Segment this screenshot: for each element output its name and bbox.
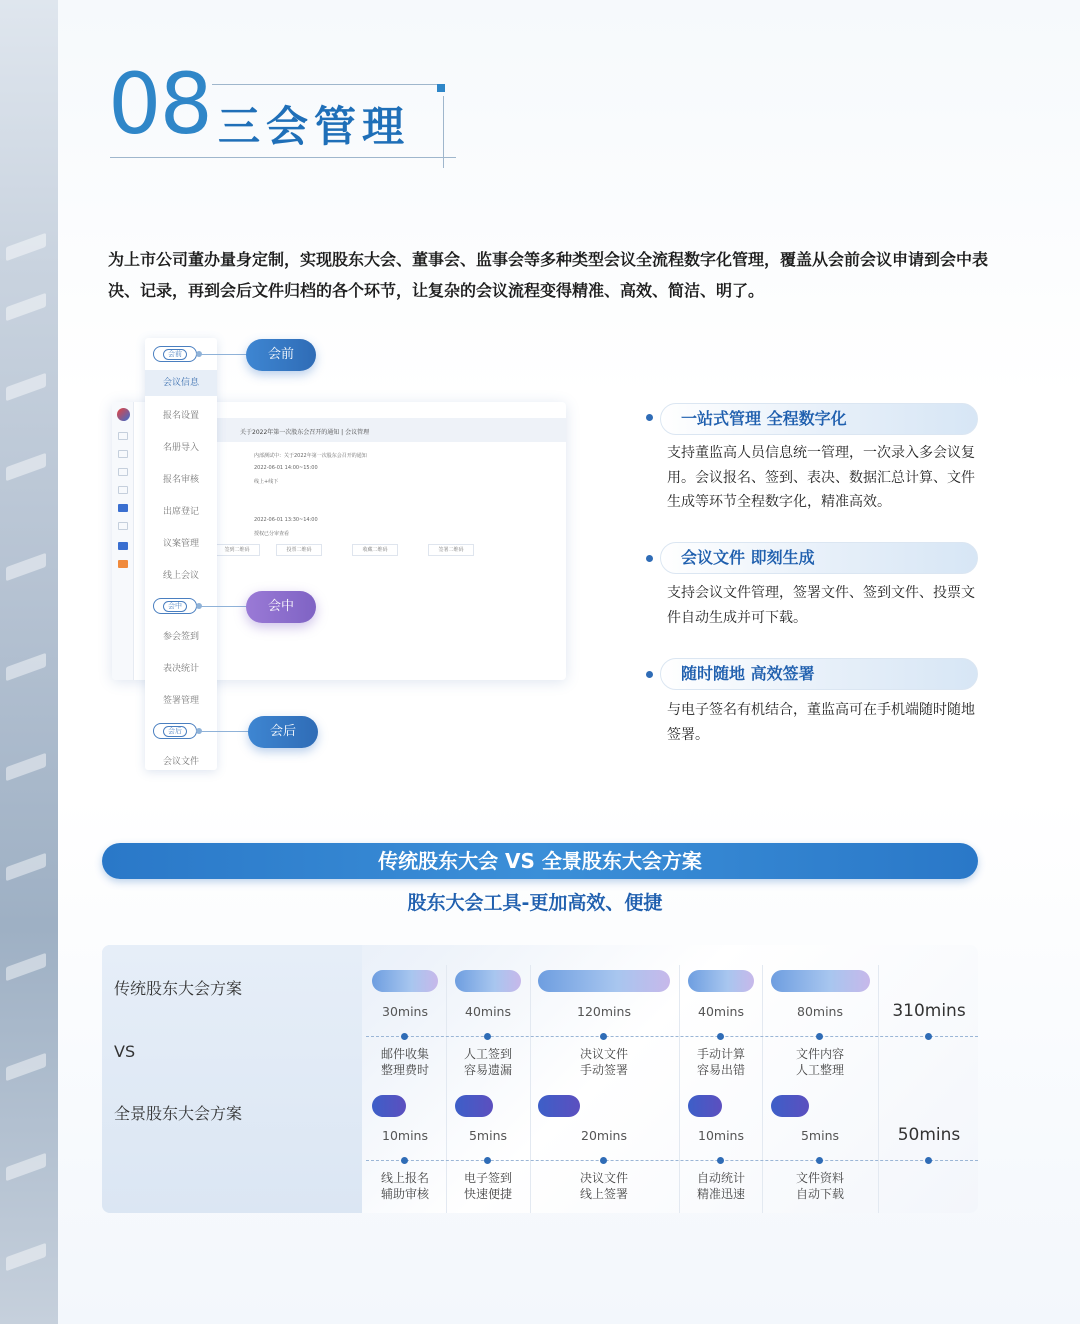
qr-button[interactable]: 收藏二维码 — [352, 544, 398, 556]
menu-item-meeting-info[interactable]: 会议信息 — [145, 370, 217, 396]
timeline-dot — [600, 1033, 607, 1040]
qr-button[interactable]: 签署二维码 — [428, 544, 474, 556]
timeline-dot — [484, 1157, 491, 1164]
rail-icon — [118, 504, 128, 512]
field-value: 线上+线下 — [254, 479, 279, 485]
column-separator — [530, 965, 531, 1213]
column-separator — [679, 965, 680, 1213]
step-description: 线上报名 辅助审核 — [380, 1171, 429, 1201]
duration-value: 40mins — [698, 1004, 744, 1019]
rail-icon — [118, 486, 128, 494]
step-description: 文件资料 自动下载 — [795, 1171, 844, 1201]
qr-button[interactable]: 签到二维码 — [214, 544, 260, 556]
connector-dot — [196, 603, 202, 609]
duration-bar-panorama — [688, 1095, 722, 1117]
field-value: 2022-06-01 13:30~14:00 — [254, 517, 318, 523]
total-traditional: 310mins — [892, 1001, 966, 1021]
connector-line — [199, 606, 247, 607]
stage-tag-before: 会前 — [153, 346, 197, 362]
bullet-dot — [646, 555, 653, 562]
connector-dot — [196, 728, 202, 734]
timeline-dot — [925, 1157, 932, 1164]
stage-button-after[interactable]: 会后 — [248, 716, 318, 748]
column-separator — [446, 965, 447, 1213]
field-value: 授权已分审查看 — [254, 531, 290, 537]
duration-bar-panorama — [372, 1095, 406, 1117]
label-panorama: 全景股东大会方案 — [114, 1104, 243, 1123]
menu-item[interactable]: 签署管理 — [162, 696, 199, 706]
step-description: 自动统计 精准迅速 — [696, 1171, 745, 1201]
step-description: 文件内容 人工整理 — [795, 1047, 844, 1077]
timeline-dashed-line — [366, 1036, 978, 1037]
label-traditional: 传统股东大会方案 — [114, 979, 243, 998]
duration-value: 80mins — [797, 1004, 843, 1019]
timeline-dot — [717, 1157, 724, 1164]
connector-line — [199, 731, 249, 732]
step-description: 手动计算 容易出错 — [696, 1047, 745, 1077]
duration-value: 5mins — [800, 1128, 840, 1143]
intro-paragraph: 为上市公司董办量身定制，实现股东大会、董事会、监事会等多种类型会议全流程数字化管理，覆盖从会前会议申请到会中表决、记录，再到会后文件归档的各个环节，让复杂的会议流程变得精准、高效、简洁、明了。 — [108, 250, 989, 300]
feature-title: 会议文件 即刻生成 — [660, 542, 978, 574]
left-photo-strip — [0, 0, 58, 1324]
duration-value: 5mins — [468, 1128, 508, 1143]
rail-icon — [118, 432, 128, 440]
menu-item[interactable]: 会议文件 — [162, 757, 199, 767]
section-title: 三会管理 — [218, 102, 411, 151]
menu-item[interactable]: 线上会议 — [162, 571, 199, 581]
duration-value: 120mins — [577, 1004, 631, 1019]
rail-icon — [118, 468, 128, 476]
step-description: 邮件收集 整理费时 — [380, 1047, 429, 1077]
duration-bar-traditional — [688, 970, 754, 992]
timeline-dashed-line — [366, 1160, 978, 1161]
menu-item[interactable]: 议案管理 — [162, 539, 199, 549]
app-logo-icon — [117, 408, 130, 421]
comparison-subtitle: 股东大会工具-更加高效、便捷 — [407, 892, 663, 914]
step-description: 人工签到 容易遗漏 — [463, 1047, 512, 1077]
rail-icon — [118, 560, 128, 568]
menu-item[interactable]: 名册导入 — [162, 443, 199, 453]
comparison-banner: 传统股东大会 VS 全景股东大会方案 — [102, 843, 978, 879]
feature-title: 随时随地 高效签署 — [660, 658, 978, 690]
duration-bar-traditional — [538, 970, 670, 992]
connector-line — [199, 354, 247, 355]
duration-value: 10mins — [382, 1128, 428, 1143]
duration-bar-panorama — [538, 1095, 580, 1117]
timeline-dot — [717, 1033, 724, 1040]
feature-body: 与电子签名有机结合，董监高可在手机端随时随地签署。 — [667, 702, 975, 743]
bullet-dot — [646, 671, 653, 678]
app-breadcrumb: 关于2022年第一次股东会召开的通知 | 会议管理 — [216, 418, 566, 442]
rail-icon — [118, 450, 128, 458]
timeline-dot — [816, 1157, 823, 1164]
timeline-dot — [600, 1157, 607, 1164]
connector-dot — [196, 351, 202, 357]
duration-bar-traditional — [372, 970, 438, 992]
column-separator — [762, 965, 763, 1213]
bullet-dot — [646, 414, 653, 421]
duration-value: 20mins — [581, 1128, 627, 1143]
label-vs: VS — [114, 1042, 136, 1061]
duration-bar-traditional — [771, 970, 870, 992]
duration-bar-panorama — [771, 1095, 809, 1117]
stage-button-during[interactable]: 会中 — [246, 591, 316, 623]
menu-item[interactable]: 出席登记 — [162, 507, 199, 517]
section-number: 08 — [108, 55, 211, 153]
menu-item[interactable]: 表决统计 — [162, 664, 199, 674]
field-value: 内部测试中：关于2022年第一次股东会召开的通知 — [254, 453, 367, 459]
menu-item[interactable]: 参会签到 — [162, 632, 199, 642]
rail-icon — [118, 522, 128, 530]
duration-bar-traditional — [455, 970, 521, 992]
duration-value: 30mins — [382, 1004, 428, 1019]
total-panorama: 50mins — [897, 1125, 961, 1145]
field-value: 2022-06-01 14:00~15:00 — [254, 465, 318, 471]
timeline-dot — [484, 1033, 491, 1040]
menu-item[interactable]: 报名设置 — [162, 411, 199, 421]
duration-value: 40mins — [465, 1004, 511, 1019]
feature-body: 支持会议文件管理，签署文件、签到文件、投票文件自动生成并可下载。 — [667, 585, 975, 626]
step-description: 决议文件 手动签署 — [579, 1047, 628, 1077]
header-square-marker — [437, 84, 445, 92]
feature-body: 支持董监高人员信息统一管理，一次录入多会议复用。会议报名、签到、表决、数据汇总计算、文件生成等环节全程数字化，精准高效。 — [667, 445, 975, 510]
app-mock-rail — [112, 402, 134, 680]
column-separator — [878, 965, 879, 1213]
header-line-bottom — [110, 157, 456, 158]
menu-item[interactable]: 报名审核 — [162, 475, 199, 485]
duration-value: 10mins — [698, 1128, 744, 1143]
timeline-dot — [401, 1157, 408, 1164]
qr-button[interactable]: 投票二维码 — [276, 544, 322, 556]
rail-icon — [118, 542, 128, 550]
timeline-dot — [401, 1033, 408, 1040]
timeline-dot — [816, 1033, 823, 1040]
step-description: 电子签到 快速便捷 — [463, 1171, 512, 1201]
stage-tag-after: 会后 — [153, 723, 197, 739]
header-line-top — [212, 84, 444, 85]
stage-button-before[interactable]: 会前 — [246, 339, 316, 371]
stage-tag-during: 会中 — [153, 598, 197, 614]
feature-title: 一站式管理 全程数字化 — [660, 403, 978, 435]
duration-bar-panorama — [455, 1095, 493, 1117]
step-description: 决议文件 线上签署 — [579, 1171, 628, 1201]
timeline-dot — [925, 1033, 932, 1040]
